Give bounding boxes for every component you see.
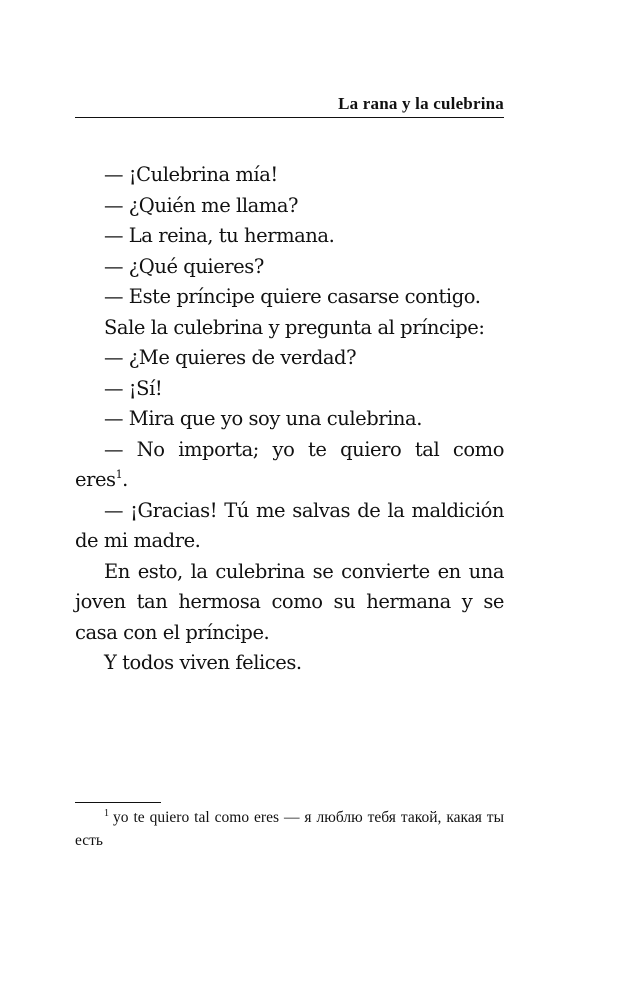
dialogue-line-1: — ¡Culebrina mía! — [104, 163, 278, 186]
dialogue-line-3: — La reina, tu hermana. — [104, 224, 335, 247]
story-text — [75, 160, 504, 679]
dialogue-line-4: — ¿Qué quieres? — [104, 254, 264, 278]
footnote-number: 1 — [104, 808, 109, 819]
no-importa-text: — No importa; yo te quiero tal como eres — [75, 437, 504, 491]
narration-paragraph: En esto, la culebrina se convierte en una joven tan hermosa como su hermana y se casa con el príncipe. — [75, 559, 504, 644]
dialogue-line-2: — ¿Quién me llama? — [104, 193, 299, 217]
dialogue-line-7: — ¡Sí! — [104, 376, 163, 400]
footnote-rule — [75, 802, 161, 803]
closing-line: Y todos viven felices. — [104, 651, 302, 674]
dialogue-line-no-importa — [75, 435, 504, 496]
footnote — [75, 806, 504, 852]
dialogue-line-8: — Mira que yo soy una culebrina. — [104, 407, 422, 430]
header-rule — [75, 117, 504, 118]
footnote-text: yo te quiero tal como eres — я люблю тебя такой, какая ты есть — [75, 809, 504, 849]
dialogue-line-5: — Este príncipe quiere casarse contigo. — [104, 285, 481, 308]
dialogue-line-gracias: — ¡Gracias! Tú me salvas de la maldición de mi madre. — [75, 498, 504, 552]
no-importa-period: . — [122, 468, 128, 491]
running-header: La rana y la culebrina — [338, 94, 504, 113]
dialogue-line-6: — ¿Me quieres de verdad? — [104, 346, 357, 369]
footnote-reference[interactable]: 1 — [115, 468, 123, 481]
narration-line: Sale la culebrina y pregunta al príncipe: — [104, 315, 485, 339]
